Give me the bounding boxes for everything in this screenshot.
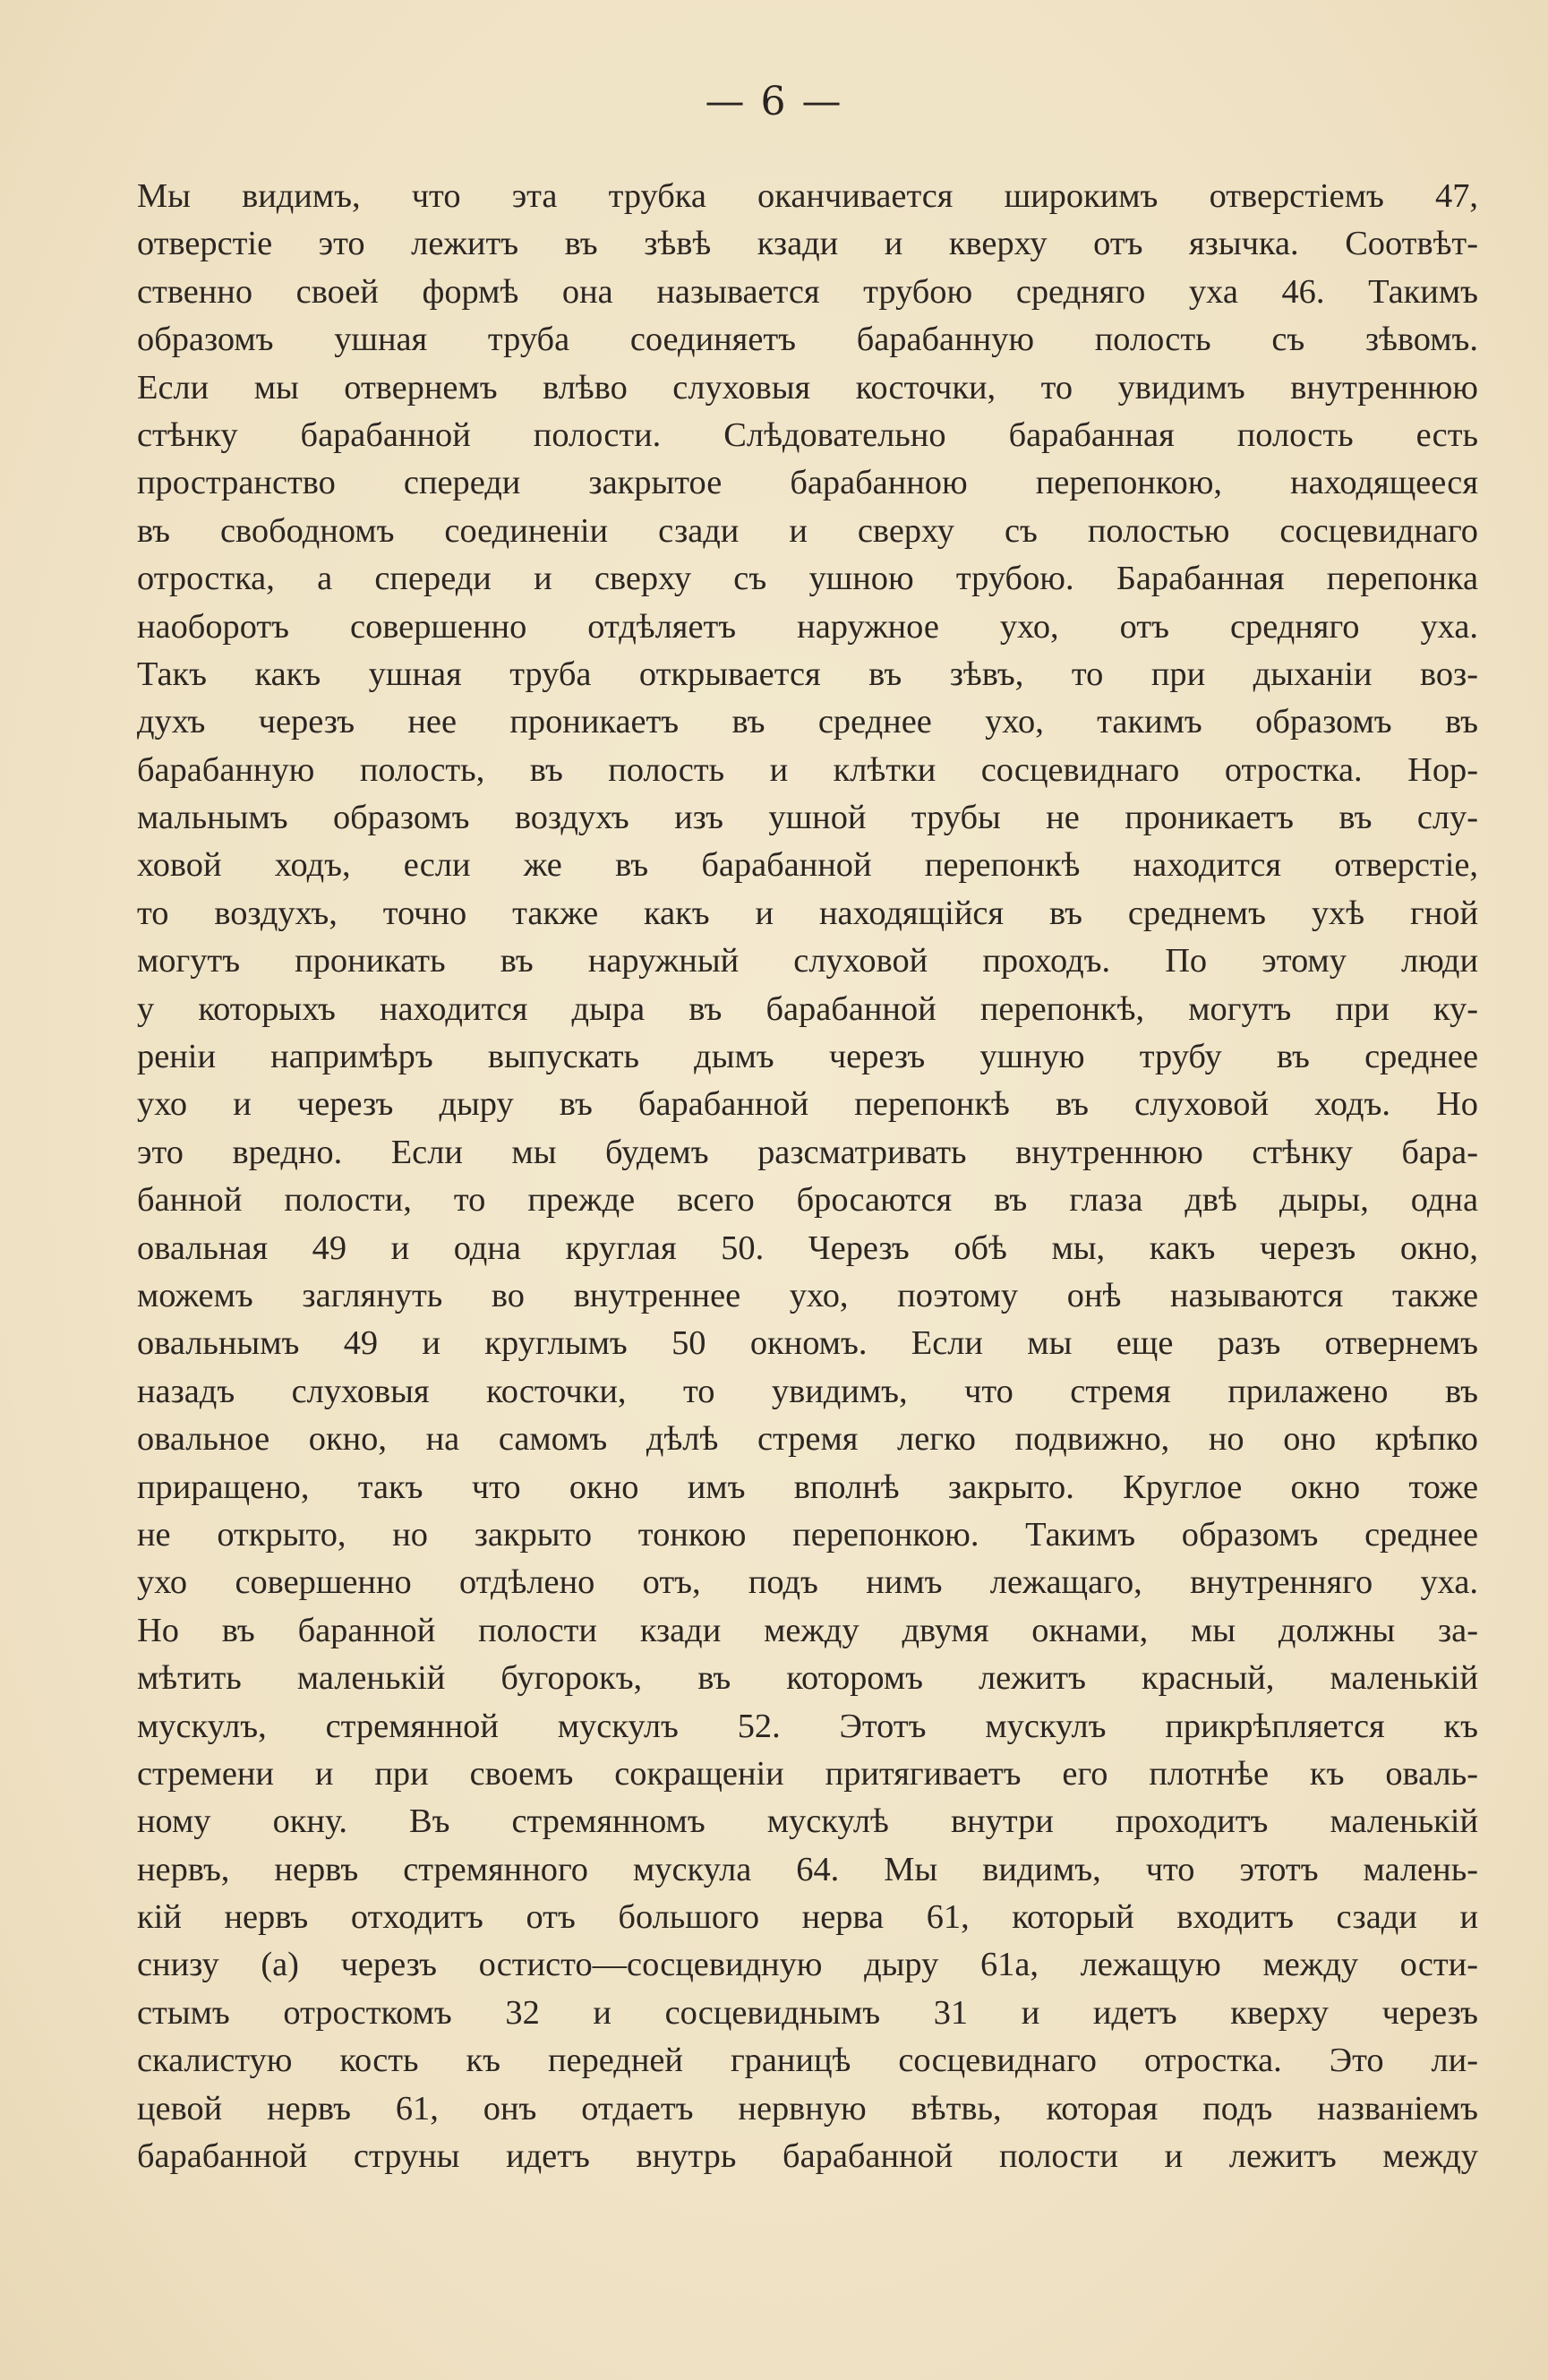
text-line: ному окну. Въ стремянномъ мускулѣ внутри проходитъ маленькiй (137, 1802, 1478, 1841)
text-line: наоборотъ совершенно отдѣляетъ наружное ухо, отъ средняго уха. (137, 607, 1478, 646)
text-line: Мы видимъ, что эта трубка оканчивается широкимъ отверстiемъ 47, (137, 177, 1478, 215)
text-line: у которыхъ находится дыра въ барабанной перепонкѣ, могутъ при ку- (137, 989, 1478, 1028)
text-line: ренiи напримѣръ выпускать дымъ черезъ ушную трубу въ среднее (137, 1038, 1478, 1076)
text-line: мѣтить маленькiй бугорокъ, въ которомъ лежитъ красный, маленькiй (137, 1659, 1478, 1698)
text-line: въ свободномъ соединенiи сзади и сверху съ полостью сосцевиднаго (137, 511, 1478, 550)
text-line: Но въ баранной полости кзади между двумя окнами, мы должны за- (137, 1611, 1478, 1649)
text-line: ухо и черезъ дыру въ барабанной перепонкѣ въ слуховой ходъ. Но (137, 1085, 1478, 1124)
text-line: овальная 49 и одна круглая 50. Черезъ обѣ мы, какъ черезъ окно, (137, 1229, 1478, 1267)
text-line: мускулъ, стремянной мускулъ 52. Этотъ мускулъ прикрѣпляется къ (137, 1707, 1478, 1745)
text-line: скалистую кость къ передней границѣ сосцевиднаго отростка. Это ли- (137, 2042, 1478, 2080)
text-line: можемъ заглянуть во внутреннее ухо, поэтому онѣ называются также (137, 1276, 1478, 1314)
text-line: Если мы отвернемъ влѣво слуховыя косточки, то увидимъ внутреннюю (137, 368, 1478, 407)
text-line: овальнымъ 49 и круглымъ 50 окномъ. Если мы еще разъ отвернемъ (137, 1324, 1478, 1363)
text-line: нервъ, нервъ стремянного мускула 64. Мы видимъ, что этотъ малень- (137, 1850, 1478, 1888)
text-line: Такъ какъ ушная труба открывается въ зѣвъ, то при дыханiи воз- (137, 655, 1478, 693)
text-line: банной полости, то прежде всего бросаются въ глаза двѣ дыры, одна (137, 1181, 1478, 1220)
text-line: образомъ ушная труба соединяетъ барабанную полость съ зѣвомъ. (137, 321, 1478, 359)
text-line: барабанную полость, въ полость и клѣтки сосцевиднаго отростка. Нор- (137, 750, 1478, 789)
page-number: — 6 — (705, 79, 843, 124)
text-line: не открыто, но закрыто тонкою перепонкою. Такимъ образомъ среднее (137, 1515, 1478, 1554)
text-line: ственно своей формѣ она называется трубою средняго уха 46. Такимъ (137, 272, 1478, 311)
text-line: то воздухъ, точно также какъ и находящiйся въ среднемъ ухѣ гной (137, 894, 1478, 932)
text-line: отверстiе это лежитъ въ зѣвѣ кзади и кверху отъ язычка. Соотвѣт- (137, 225, 1478, 263)
text-line: овальное окно, на самомъ дѣлѣ стремя легко подвижно, но оно крѣпко (137, 1420, 1478, 1459)
text-line: снизу (a) черезъ остисто—сосцевидную дыру 61a, лежащую между ости- (137, 1946, 1478, 1984)
text-line: отростка, а спереди и сверху съ ушною трубою. Барабанная перепонка (137, 560, 1478, 598)
text-line: пространство спереди закрытое барабанною перепонкою, находящееся (137, 464, 1478, 502)
text-line: стымъ отросткомъ 32 и сосцевиднымъ 31 и идетъ кверху черезъ (137, 1993, 1478, 2032)
text-line: барабанной струны идетъ внутрь барабанной полости и лежитъ между (137, 2137, 1478, 2176)
text-line: ховой ходъ, если же въ барабанной перепонкѣ находится отверстiе, (137, 846, 1478, 885)
text-line: стѣнку барабанной полости. Слѣдовательно барабанная полость есть (137, 415, 1478, 454)
text-line: назадъ слуховыя косточки, то увидимъ, что стремя прилажено въ (137, 1372, 1478, 1410)
text-line: мальнымъ образомъ воздухъ изъ ушной трубы не проникаетъ въ слу- (137, 799, 1478, 837)
text-line: приращено, такъ что окно имъ вполнѣ закрыто. Круглое окно тоже (137, 1468, 1478, 1506)
text-line: стремени и при своемъ сокращенiи притягиваетъ его плотнѣе къ оваль- (137, 1754, 1478, 1793)
text-line: цевой нервъ 61, онъ отдаетъ нервную вѣтвь, которая подъ названiемъ (137, 2089, 1478, 2127)
text-line: кiй нервъ отходитъ отъ большого нерва 61, который входитъ сзади и (137, 1898, 1478, 1937)
text-line: могутъ проникать въ наружный слуховой проходъ. По этому люди (137, 942, 1478, 980)
text-line: духъ черезъ нее проникаетъ въ среднее ухо, такимъ образомъ въ (137, 703, 1478, 741)
body-text (137, 173, 1478, 2180)
text-line: ухо совершенно отдѣлено отъ, подъ нимъ лежащаго, внутренняго уха. (137, 1563, 1478, 1602)
text-line: это вредно. Если мы будемъ разсматривать внутреннюю стѣнку бара- (137, 1133, 1478, 1171)
